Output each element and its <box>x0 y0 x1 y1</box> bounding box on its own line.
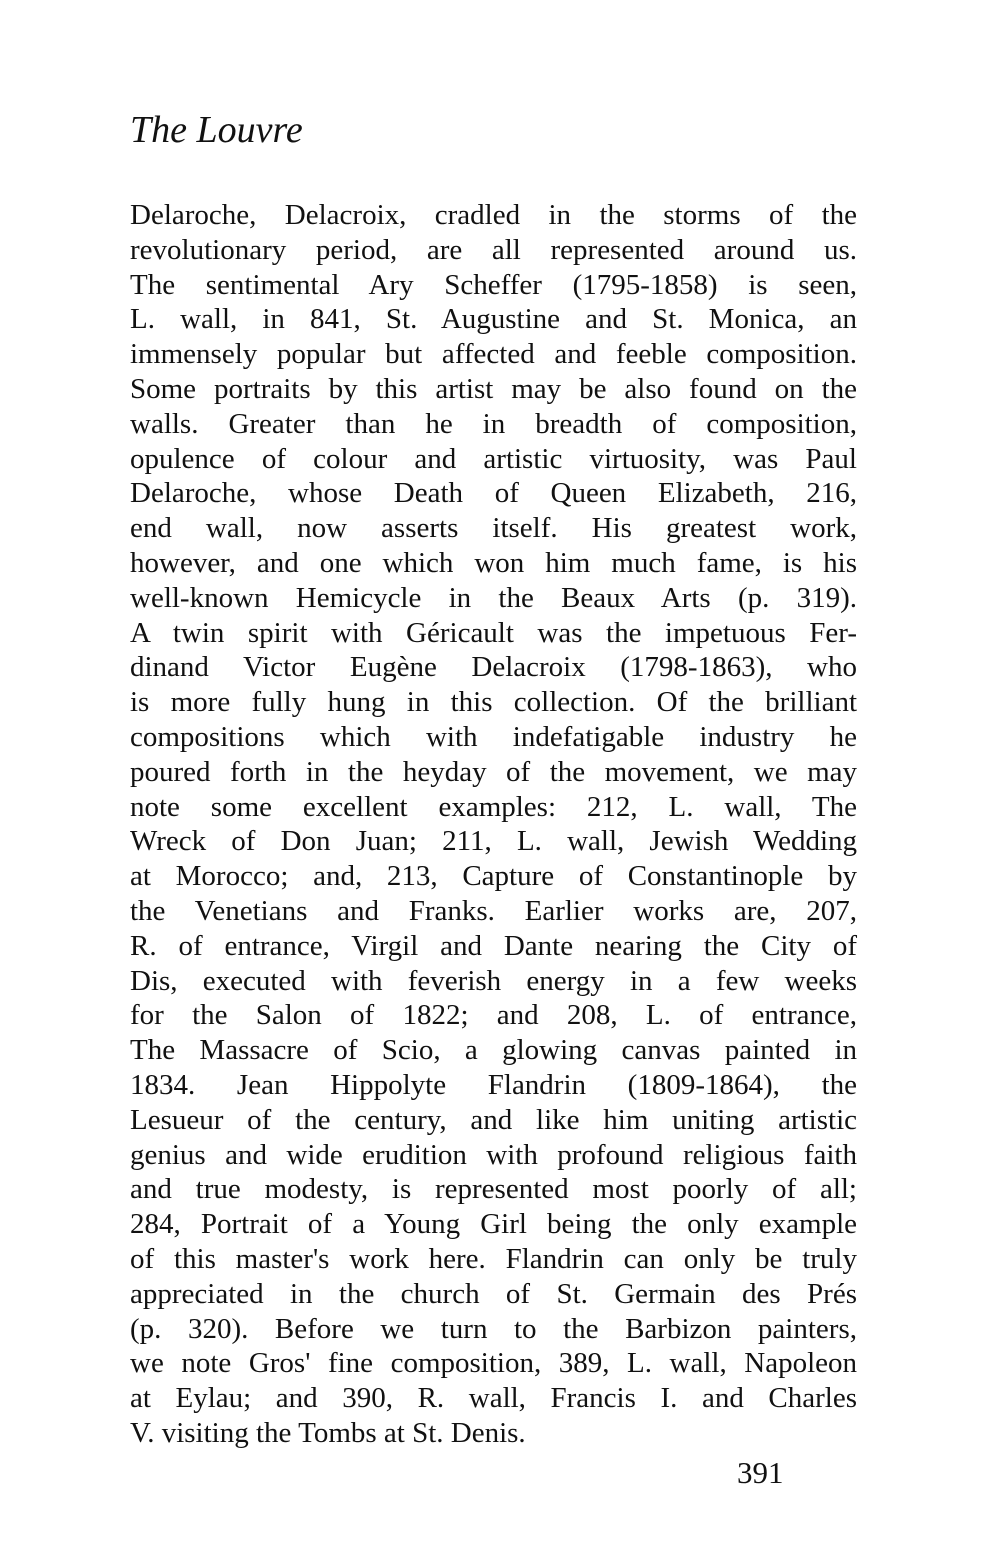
text-line: end wall, now asserts itself. His greatest work, <box>130 512 857 545</box>
text-line: A twin spirit with Géricault was the impetuous Fer- <box>130 616 857 649</box>
text-line: Dis, executed with feverish energy in a few weeks <box>130 964 857 997</box>
body-text <box>130 198 857 1451</box>
text-line: The Massacre of Scio, a glowing canvas painted in <box>130 1034 857 1067</box>
text-line: for the Salon of 1822; and 208, L. of entrance, <box>130 999 857 1032</box>
text-line: at Eylau; and 390, R. wall, Francis I. and Charles <box>130 1382 857 1415</box>
text-line: genius and wide erudition with profound religious faith <box>130 1138 857 1171</box>
text-line: Wreck of Don Juan; 211, L. wall, Jewish Wedding <box>130 825 857 858</box>
text-line: The sentimental Ary Scheffer (1795-1858) is seen, <box>130 268 857 301</box>
text-line: the Venetians and Franks. Earlier works are, 207, <box>130 894 857 927</box>
text-line: walls. Greater than he in breadth of composition, <box>130 407 857 440</box>
running-head: The Louvre <box>130 109 303 151</box>
text-line: compositions which with indefatigable industry he <box>130 720 857 753</box>
text-line: well-known Hemicycle in the Beaux Arts (p. 319). <box>130 581 857 614</box>
text-line: is more fully hung in this collection. Of the brilliant <box>130 686 857 719</box>
text-line: Delaroche, whose Death of Queen Elizabeth, 216, <box>130 477 857 510</box>
text-line: Lesueur of the century, and like him uniting artistic <box>130 1103 857 1136</box>
text-line: (p. 320). Before we turn to the Barbizon painters, <box>130 1312 857 1345</box>
text-line: at Morocco; and, 213, Capture of Constantinople by <box>130 860 857 893</box>
text-line: appreciated in the church of St. Germain des Prés <box>130 1277 857 1310</box>
text-line: Some portraits by this artist may be also found on the <box>130 372 857 405</box>
text-line: opulence of colour and artistic virtuosity, was Paul <box>130 442 857 475</box>
text-line: however, and one which won him much fame, is his <box>130 546 857 579</box>
text-line: poured forth in the heyday of the movement, we may <box>130 755 857 788</box>
text-line: dinand Victor Eugène Delacroix (1798-1863), who <box>130 651 857 684</box>
text-line: and true modesty, is represented most poorly of all; <box>130 1173 857 1206</box>
page-number: 391 <box>737 1455 784 1490</box>
text-line: R. of entrance, Virgil and Dante nearing the City of <box>130 929 857 962</box>
text-line: revolutionary period, are all represented around us. <box>130 233 857 266</box>
text-line: we note Gros' fine composition, 389, L. wall, Napoleon <box>130 1347 857 1380</box>
text-line: V. visiting the Tombs at St. Denis. <box>130 1416 526 1449</box>
text-line: immensely popular but affected and feeble composition. <box>130 338 857 371</box>
text-line: 1834. Jean Hippolyte Flandrin (1809-1864), the <box>130 1068 857 1101</box>
text-line: of this master's work here. Flandrin can only be truly <box>130 1242 857 1275</box>
text-line: 284, Portrait of a Young Girl being the only example <box>130 1208 857 1241</box>
text-line: Delaroche, Delacroix, cradled in the storms of the <box>130 199 857 231</box>
text-line: L. wall, in 841, St. Augustine and St. Monica, an <box>130 303 857 336</box>
text-line: note some excellent examples: 212, L. wall, The <box>130 790 857 823</box>
